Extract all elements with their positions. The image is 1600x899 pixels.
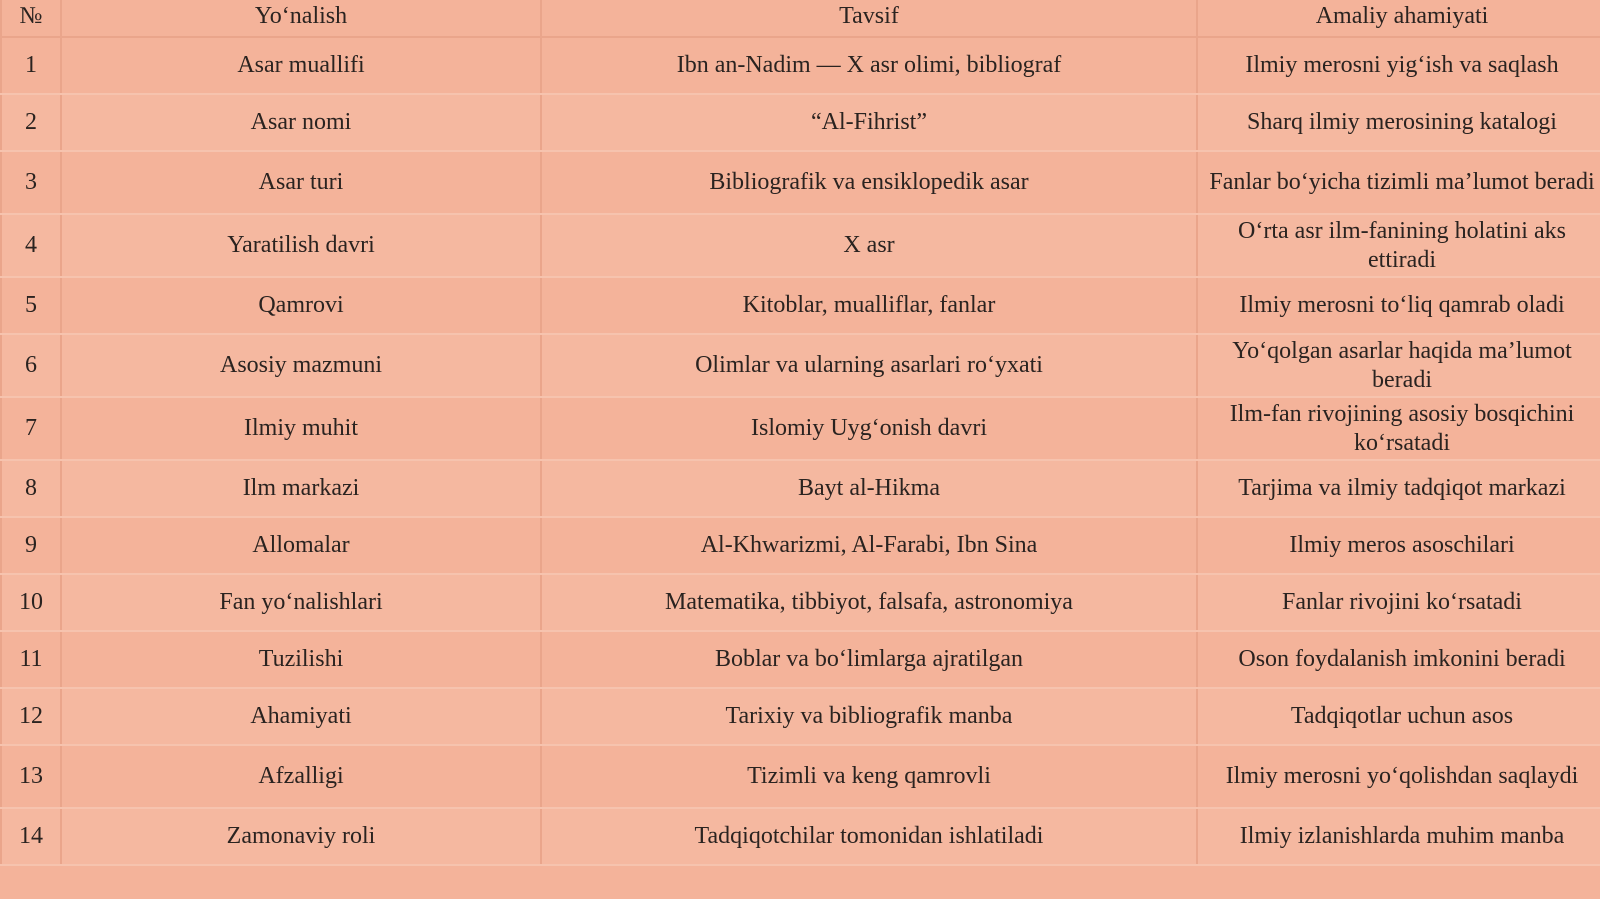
cell-direction: Ilm markazi (61, 460, 541, 517)
cell-description: Bayt al-Hikma (541, 460, 1197, 517)
table-row (1, 151, 1600, 214)
cell-importance: Tarjima va ilmiy tadqiqot markazi (1197, 460, 1600, 517)
cell-importance: Yo‘qolgan asarlar haqida ma’lumot beradi (1197, 334, 1600, 397)
table-row (1, 460, 1600, 517)
header-number: № (1, 0, 61, 37)
cell-importance: Ilmiy merosni yo‘qolishdan saqlaydi (1197, 745, 1600, 808)
cell-number: 11 (1, 631, 61, 688)
cell-importance: Ilmiy meros asoschilari (1197, 517, 1600, 574)
cell-direction: Tuzilishi (61, 631, 541, 688)
cell-importance: Fanlar rivojini ko‘rsatadi (1197, 574, 1600, 631)
table-row (1, 574, 1600, 631)
cell-number: 12 (1, 688, 61, 745)
cell-number: 14 (1, 808, 61, 865)
cell-description: Kitoblar, mualliflar, fanlar (541, 277, 1197, 334)
cell-direction: Asar nomi (61, 94, 541, 151)
table-row (1, 745, 1600, 808)
cell-importance: Ilmiy merosni to‘liq qamrab oladi (1197, 277, 1600, 334)
cell-direction: Yaratilish davri (61, 214, 541, 277)
table-row (1, 277, 1600, 334)
table-row (1, 517, 1600, 574)
cell-importance: Tadqiqotlar uchun asos (1197, 688, 1600, 745)
cell-description: Matematika, tibbiyot, falsafa, astronomiya (541, 574, 1197, 631)
cell-direction: Allomalar (61, 517, 541, 574)
cell-direction: Ahamiyati (61, 688, 541, 745)
cell-description: Ibn an-Nadim — X asr olimi, bibliograf (541, 37, 1197, 94)
cell-importance: O‘rta asr ilm-fanining holatini aks ettiradi (1197, 214, 1600, 277)
cell-number: 6 (1, 334, 61, 397)
table-row (1, 688, 1600, 745)
table-row (1, 94, 1600, 151)
cell-importance: Ilmiy izlanishlarda muhim manba (1197, 808, 1600, 865)
cell-description: X asr (541, 214, 1197, 277)
cell-number: 4 (1, 214, 61, 277)
cell-importance: Fanlar bo‘yicha tizimli ma’lumot beradi (1197, 151, 1600, 214)
cell-number: 10 (1, 574, 61, 631)
cell-importance: Ilm-fan rivojining asosiy bosqichini ko‘rsatadi (1197, 397, 1600, 460)
cell-direction: Ilmiy muhit (61, 397, 541, 460)
cell-description: Olimlar va ularning asarlari ro‘yxati (541, 334, 1197, 397)
cell-importance: Sharq ilmiy merosining katalogi (1197, 94, 1600, 151)
cell-description: Islomiy Uyg‘onish davri (541, 397, 1197, 460)
cell-number: 7 (1, 397, 61, 460)
cell-description: Al-Khwarizmi, Al-Farabi, Ibn Sina (541, 517, 1197, 574)
cell-number: 13 (1, 745, 61, 808)
cell-direction: Fan yo‘nalishlari (61, 574, 541, 631)
cell-direction: Qamrovi (61, 277, 541, 334)
table-row (1, 214, 1600, 277)
cell-description: Tarixiy va bibliografik manba (541, 688, 1197, 745)
table-row (1, 397, 1600, 460)
table-header-row (1, 0, 1600, 37)
table-row (1, 631, 1600, 688)
header-importance: Amaliy ahamiyati (1197, 0, 1600, 37)
cell-number: 3 (1, 151, 61, 214)
table-row (1, 808, 1600, 865)
cell-number: 5 (1, 277, 61, 334)
header-direction: Yo‘nalish (61, 0, 541, 37)
header-description: Tavsif (541, 0, 1197, 37)
cell-direction: Asar turi (61, 151, 541, 214)
cell-direction: Afzalligi (61, 745, 541, 808)
cell-direction: Asosiy mazmuni (61, 334, 541, 397)
cell-direction: Zamonaviy roli (61, 808, 541, 865)
cell-description: Tadqiqotchilar tomonidan ishlatiladi (541, 808, 1197, 865)
cell-importance: Oson foydalanish imkonini beradi (1197, 631, 1600, 688)
cell-number: 2 (1, 94, 61, 151)
cell-description: Tizimli va keng qamrovli (541, 745, 1197, 808)
cell-description: Boblar va bo‘limlarga ajratilgan (541, 631, 1197, 688)
cell-number: 1 (1, 37, 61, 94)
cell-description: “Al-Fihrist” (541, 94, 1197, 151)
cell-number: 8 (1, 460, 61, 517)
cell-description: Bibliografik va ensiklopedik asar (541, 151, 1197, 214)
cell-direction: Asar muallifi (61, 37, 541, 94)
table-row (1, 334, 1600, 397)
cell-number: 9 (1, 517, 61, 574)
cell-importance: Ilmiy merosni yig‘ish va saqlash (1197, 37, 1600, 94)
table-row (1, 37, 1600, 94)
